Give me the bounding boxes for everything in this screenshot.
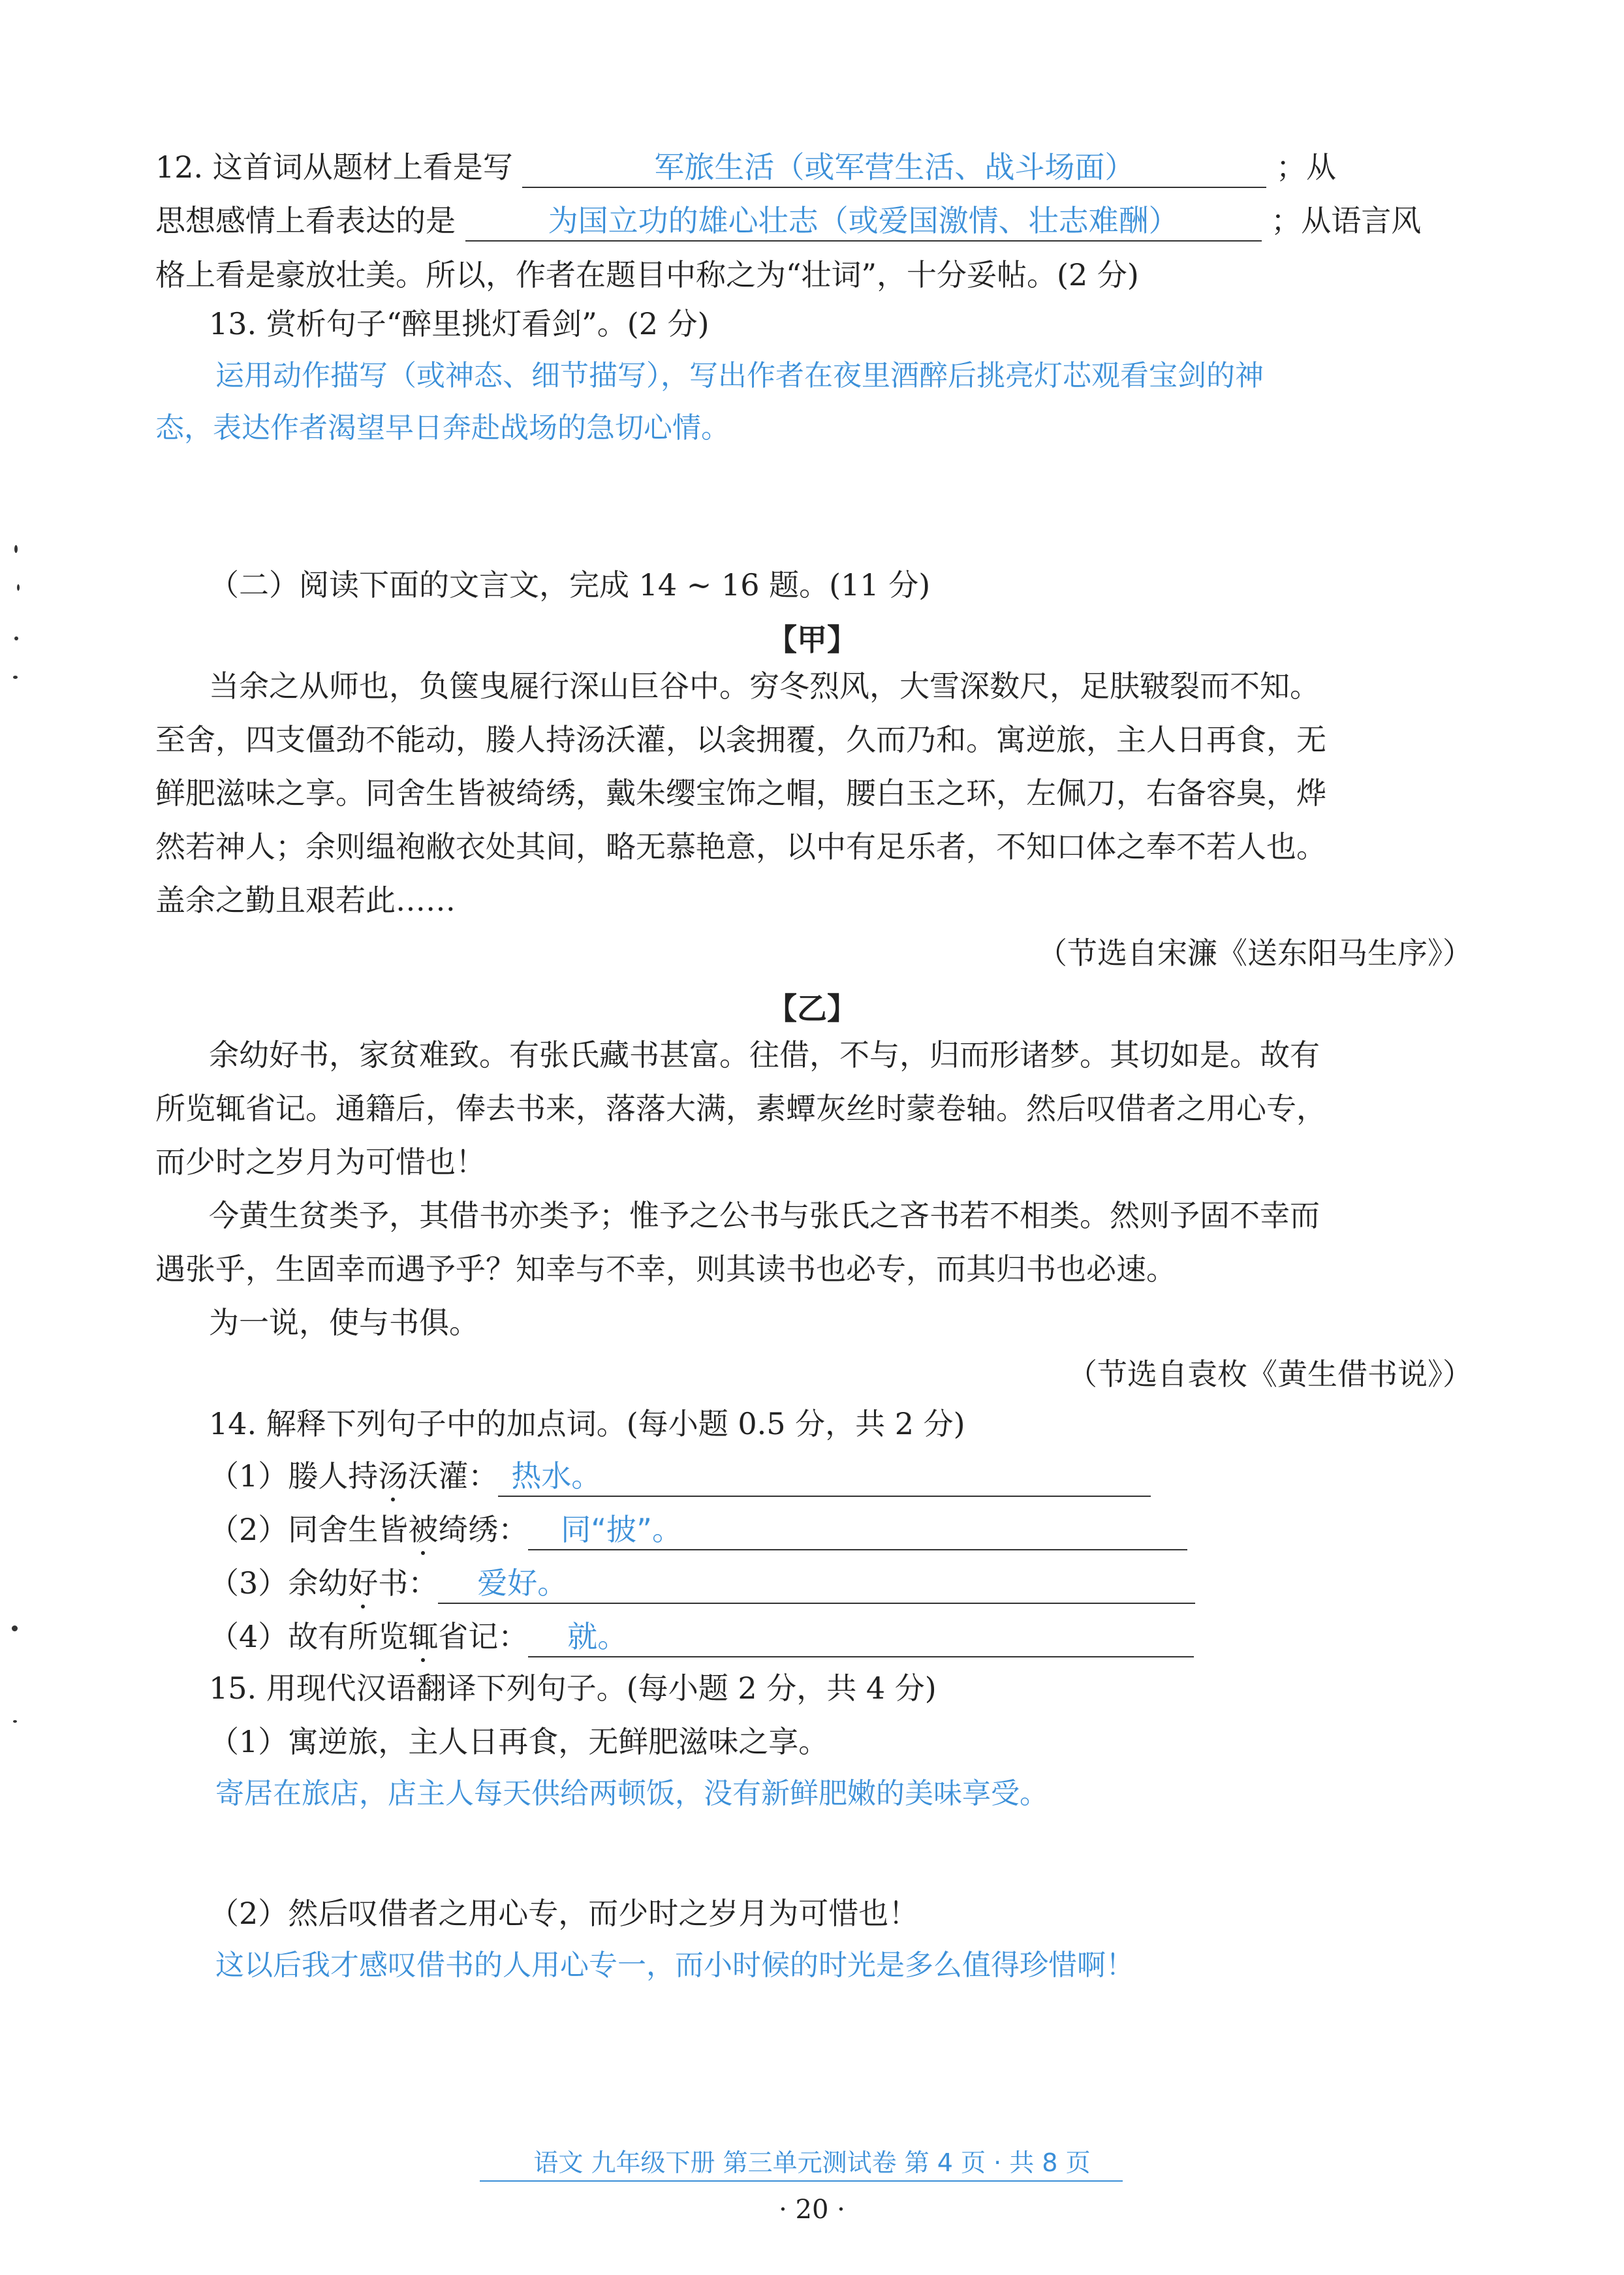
yi-line-5: 遇张乎，生固幸而遇予乎？知幸与不幸，则其读书也必专，而其归书也必速。 xyxy=(155,1251,1176,1287)
q12-line2 xyxy=(155,194,1467,247)
q14-item-1-pre: （1）媵人持 xyxy=(209,1458,379,1494)
footer-page-number: · 20 · xyxy=(779,2195,845,2225)
yi-line-3: 而少时之岁月为可惜也！ xyxy=(155,1144,486,1180)
jia-source: （节选自宋濂《送东阳马生序》） xyxy=(1037,935,1473,971)
q14-item-1-post: 沃灌： xyxy=(408,1458,499,1494)
q14-item-4-dotted-word: 辄 xyxy=(408,1619,439,1654)
q14-item-4-answer: 就。 xyxy=(528,1617,1194,1657)
jia-line-5: 盖余之勤且艰若此…… xyxy=(155,883,456,918)
q14-item-4-post: 省记： xyxy=(438,1619,529,1654)
jia-line-4: 然若神人；余则缊袍敝衣处其间，略无慕艳意，以中有足乐者，不知口体之奉不若人也。 xyxy=(155,829,1326,864)
q14-item-4-pre: （4）故有所览 xyxy=(209,1619,409,1654)
q13-answer-line1: 运用动作描写（或神态、细节描写），写出作者在夜里酒醉后挑亮灯芯观看宝剑的神 xyxy=(215,359,1264,392)
q14-item-3-post: 书： xyxy=(378,1565,439,1601)
q14-item-3-dotted-word: 好 xyxy=(348,1565,379,1601)
q14-item-3 xyxy=(209,1556,1521,1610)
q14-item-3-pre: （3）余幼 xyxy=(209,1565,349,1601)
q12-prefix: 12. 这首词从题材上看是写 xyxy=(155,149,513,185)
q14-item-2-dotted-word: 被 xyxy=(408,1512,439,1547)
q14-item-2-pre: （2）同舍生皆 xyxy=(209,1512,409,1547)
q15-sentence-2: （2）然后叹借者之用心专，而少时之岁月为可惜也！ xyxy=(209,1896,919,1931)
q12-line2-suffix: ；从语言风 xyxy=(1271,203,1422,238)
q14-item-2-answer: 同“披”。 xyxy=(528,1510,1187,1550)
q12-line2-prefix: 思想感情上看表达的是 xyxy=(155,203,456,238)
yi-line-6: 为一说，使与书俱。 xyxy=(209,1305,479,1340)
scan-mark xyxy=(17,584,20,591)
q15-question: 15. 用现代汉语翻译下列句子。(每小题 2 分，共 4 分) xyxy=(209,1671,937,1706)
jia-line-2: 至舍，四支僵劲不能动，媵人持汤沃灌，以衾拥覆，久而乃和。寓逆旅，主人日再食，无 xyxy=(155,722,1326,757)
yi-title: 【乙】 xyxy=(767,991,857,1026)
scan-mark xyxy=(14,636,18,640)
scan-mark xyxy=(13,1720,17,1723)
q15-answer-1: 寄居在旅店，店主人每天供给两顿饭，没有新鲜肥嫩的美味享受。 xyxy=(215,1777,1048,1810)
scan-mark xyxy=(12,1625,18,1631)
q12-blank2-answer: 为国立功的雄心壮志（或爱国激情、壮志难酬） xyxy=(465,201,1262,242)
scan-mark xyxy=(13,676,18,679)
q14-item-2-post: 绮绣： xyxy=(438,1512,529,1547)
q14-item-4 xyxy=(209,1610,1521,1663)
q13-question: 13. 赏析句子“醉里挑灯看剑”。(2 分) xyxy=(209,306,710,341)
q12-line3: 格上看是豪放壮美。所以，作者在题目中称之为“壮词”，十分妥帖。(2 分) xyxy=(155,257,1139,292)
yi-line-4: 今黄生贫类予，其借书亦类予；惟予之公书与张氏之吝书若不相类。然则予固不幸而 xyxy=(209,1198,1320,1233)
yi-line-1: 余幼好书，家贫难致。有张氏藏书甚富。往借，不与，归而形诸梦。其切如是。故有 xyxy=(209,1037,1320,1073)
q14-item-1-dotted-word: 汤 xyxy=(378,1458,409,1494)
footer-divider xyxy=(480,2180,1123,2182)
q12-line1 xyxy=(155,140,1467,194)
q14-item-3-answer: 爱好。 xyxy=(438,1563,1195,1604)
q12-blank1-answer: 军旅生活（或军营生活、战斗场面） xyxy=(522,148,1266,188)
yi-source: （节选自袁枚《黄生借书说》） xyxy=(1067,1357,1473,1392)
scan-mark xyxy=(14,545,18,553)
yi-line-2: 所览辄省记。通籍后，俸去书来，落落大满，素蟫灰丝时蒙卷轴。然后叹借者之用心专， xyxy=(155,1091,1326,1126)
jia-line-1: 当余之从师也，负箧曳屣行深山巨谷中。穷冬烈风，大雪深数尺，足肤皲裂而不知。 xyxy=(209,668,1320,704)
footer-info: 语文 九年级下册 第三单元测试卷 第 4 页 · 共 8 页 xyxy=(533,2148,1091,2177)
section2-heading: （二）阅读下面的文言文，完成 14 ~ 16 题。(11 分) xyxy=(209,567,931,603)
jia-title: 【甲】 xyxy=(767,622,857,657)
q12-mid: ；从 xyxy=(1276,149,1337,185)
q15-sentence-1: （1）寓逆旅，主人日再食，无鲜肥滋味之享。 xyxy=(209,1724,829,1759)
q15-answer-2: 这以后我才感叹借书的人用心专一，而小时候的时光是多么值得珍惜啊！ xyxy=(215,1949,1134,1982)
q14-question: 14. 解释下列句子中的加点词。(每小题 0.5 分，共 2 分) xyxy=(209,1406,965,1441)
q14-item-1-answer: 热水。 xyxy=(498,1456,1151,1497)
q14-item-1 xyxy=(209,1449,1521,1503)
jia-line-3: 鲜肥滋味之享。同舍生皆被绮绣，戴朱缨宝饰之帽，腰白玉之环，左佩刀，右备容臭，烨 xyxy=(155,776,1326,811)
q13-answer-line2: 态，表达作者渴望早日奔赴战场的急切心情。 xyxy=(155,411,730,445)
q14-item-2 xyxy=(209,1503,1521,1556)
